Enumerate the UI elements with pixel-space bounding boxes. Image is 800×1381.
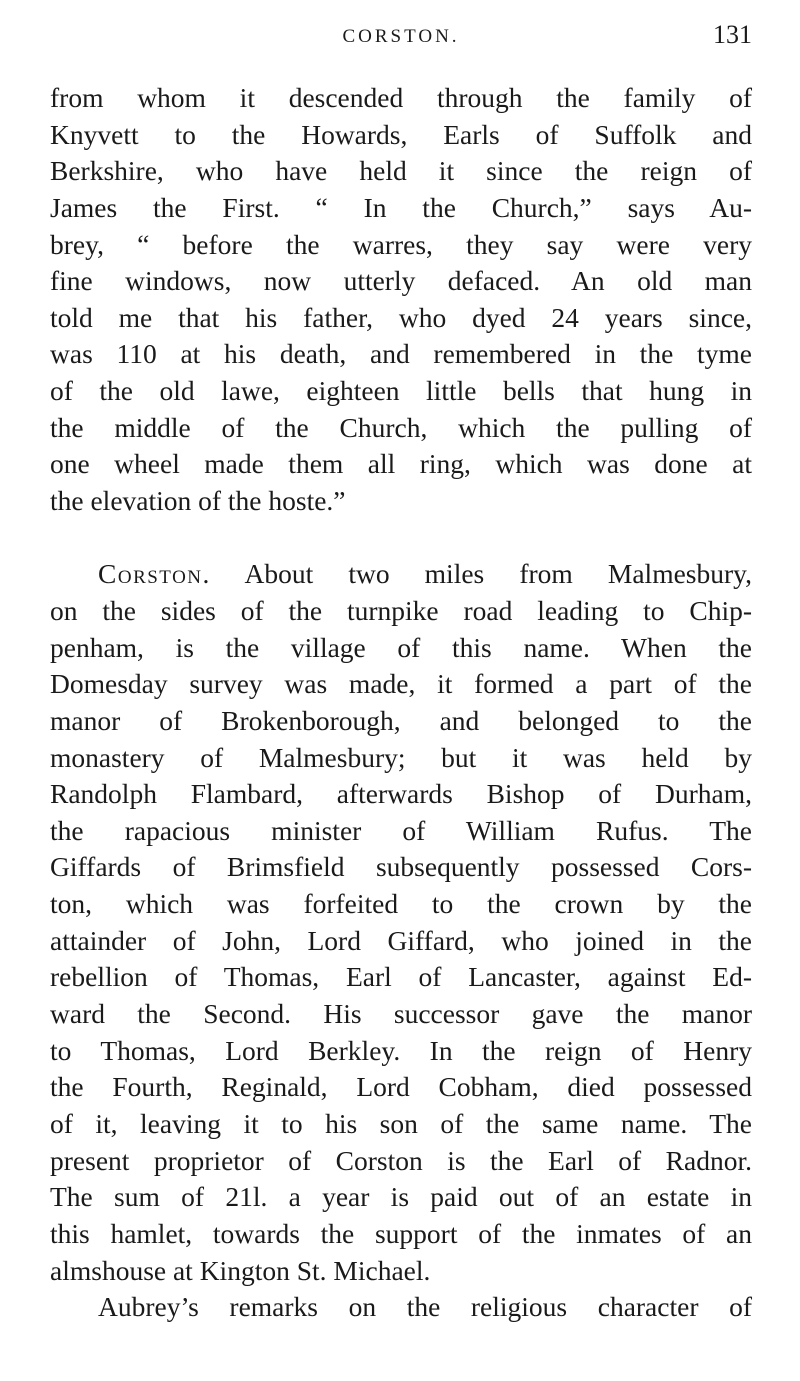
line-text: was 110 at his death, and remembered in the tyme <box>50 338 752 370</box>
text-line <box>50 1069 752 1106</box>
text-line <box>50 1033 752 1070</box>
line-text: of the old lawe, eighteen little bells that hung in <box>50 375 752 407</box>
page-number: 131 <box>713 20 752 49</box>
line-text: told me that his father, who dyed 24 years since, <box>50 301 752 333</box>
line-text: Berkshire, who have held it since the reign of <box>50 155 752 187</box>
text-line <box>50 593 752 630</box>
line-text: the middle of the Church, which the pulling of <box>50 411 752 443</box>
line-text: Randolph Flambard, afterwards Bishop of Durham, <box>50 778 752 810</box>
line-text: James the First. “ In the Church,” says Au- <box>50 191 752 223</box>
line-text: rebellion of Thomas, Earl of Lancaster, against Ed- <box>50 961 752 993</box>
line-text: on the sides of the turnpike road leading to Chip- <box>50 594 752 626</box>
paragraph <box>50 80 752 520</box>
text-line <box>50 1289 752 1326</box>
line-text: fine windows, now utterly defaced. An old man <box>50 265 752 297</box>
text-line <box>50 923 752 960</box>
text-line <box>50 1179 752 1216</box>
paragraph <box>50 556 752 1289</box>
text-line <box>50 813 752 850</box>
text-line <box>50 630 752 667</box>
text-line <box>50 1143 752 1180</box>
line-text: Giffards of Brimsfield subsequently possessed Cors- <box>50 851 752 883</box>
line-text: from whom it descended through the family of <box>50 82 752 113</box>
line-text: the rapacious minister of William Rufus. The <box>50 814 752 846</box>
text-line <box>50 446 752 483</box>
text-line <box>50 263 752 300</box>
running-title: CORSTON. <box>342 26 460 47</box>
line-text: Aubrey’s remarks on the religious character of <box>98 1291 752 1323</box>
line-text: attainder of John, Lord Giffard, who joined in the <box>50 924 752 956</box>
line-text: The sum of 21l. a year is paid out of an estate in <box>50 1181 752 1213</box>
text-line <box>50 1253 752 1290</box>
text-line <box>50 373 752 410</box>
page-header <box>50 18 752 54</box>
text-line <box>50 1106 752 1143</box>
paragraph-gap <box>50 520 752 557</box>
line-text: to Thomas, Lord Berkley. In the reign of Henry <box>50 1034 752 1066</box>
text-line <box>50 410 752 447</box>
text-line <box>50 703 752 740</box>
line-text: ward the Second. His successor gave the manor <box>50 998 752 1030</box>
line-text: brey, “ before the warres, they say were very <box>50 228 752 260</box>
line-text: one wheel made them all ring, which was done at <box>50 448 752 480</box>
line-text: Knyvett to the Howards, Earls of Suffolk and <box>50 118 752 150</box>
text-line <box>50 153 752 190</box>
line-text: the elevation of the hoste.” <box>50 485 346 517</box>
text-line <box>50 300 752 337</box>
text-line <box>50 1216 752 1253</box>
text-line <box>50 849 752 886</box>
text-line <box>50 227 752 264</box>
text-line <box>50 483 752 520</box>
line-text: present proprietor of Corston is the Earl of Radnor. <box>50 1144 752 1176</box>
text-line <box>50 886 752 923</box>
line-text: of it, leaving it to his son of the same name. The <box>50 1107 752 1139</box>
line-text: almshouse at Kington St. Michael. <box>50 1254 431 1286</box>
text-line <box>50 336 752 373</box>
text-line <box>50 996 752 1033</box>
line-text: this hamlet, towards the support of the inmates of an <box>50 1217 752 1249</box>
text-line <box>50 776 752 813</box>
line-text: About two miles from Malmesbury, <box>210 558 752 590</box>
line-text: penham, is the village of this name. When the <box>50 631 752 663</box>
line-text: manor of Brokenborough, and belonged to the <box>50 704 752 736</box>
text-line <box>50 666 752 703</box>
section-lead: Corston. <box>98 558 211 590</box>
body-text <box>50 80 752 1326</box>
text-line <box>50 80 752 117</box>
text-line <box>50 959 752 996</box>
line-text: the Fourth, Reginald, Lord Cobham, died possessed <box>50 1071 752 1103</box>
line-text: Domesday survey was made, it formed a part of the <box>50 668 752 700</box>
line-text: monastery of Malmesbury; but it was held by <box>50 741 752 773</box>
text-line <box>50 190 752 227</box>
line-text: ton, which was forfeited to the crown by the <box>50 888 752 920</box>
paragraph <box>50 1289 752 1326</box>
text-line <box>50 556 752 593</box>
text-line <box>50 117 752 154</box>
text-line <box>50 740 752 777</box>
